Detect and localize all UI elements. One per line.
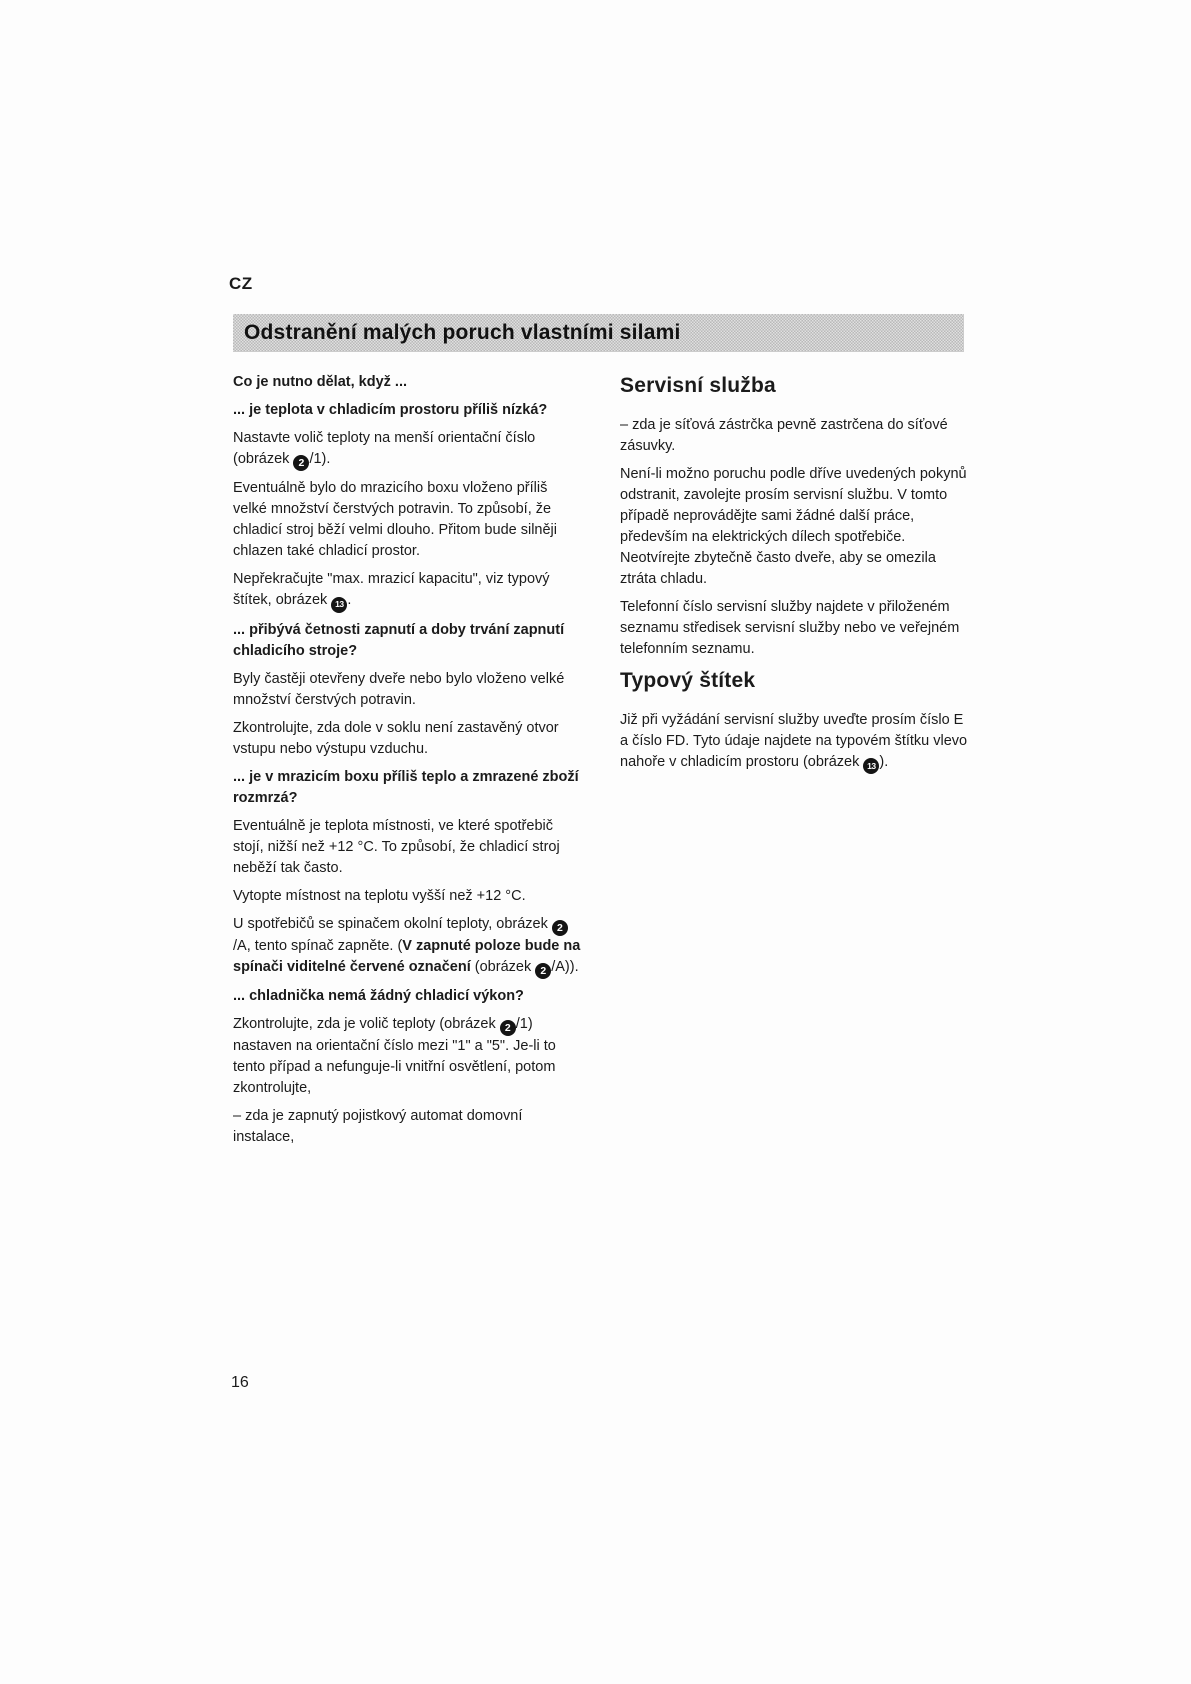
figure-2-badge-icon: 2 <box>293 455 309 471</box>
figure-13-badge-icon: 13 <box>331 597 347 613</box>
text-run: Eventuálně je teplota místnosti, ve které spotřebič stojí, nižší než +12 °C. To způsobí, že chladicí stroj neběží tak často. <box>233 817 560 876</box>
question-subheading <box>233 372 585 393</box>
body-paragraph <box>233 428 585 471</box>
text-run: /1) nastaven na orientační číslo mezi "1" a "5". Je-li to tento případ a nefunguje-li vnitřní osvětlení, potom zkontrolujte, <box>233 1016 556 1097</box>
text-run: Eventuálně bylo do mrazicího boxu vloženo příliš velké množství čerstvých potravin. To způsobí, že chladicí stroj běží velmi dlouho. Přitom bude silněji chlazen také chladicí prostor. <box>233 480 557 560</box>
language-code-label: CZ <box>229 274 253 293</box>
text-run: – zda je síťová zástrčka pevně zastrčena do síťové zásuvky. <box>620 417 948 454</box>
body-paragraph <box>233 816 585 879</box>
text-run: /A, tento spínač zapněte. ( <box>233 937 403 954</box>
text-run: Zkontrolujte, zda dole v soklu není zastavěný otvor vstupu nebo výstupu vzduchu. <box>233 719 559 757</box>
text-run: Vytopte místnost na teplotu vyšší než +12 °C. <box>233 887 526 904</box>
text-run: Není-li možno poruchu podle dříve uvedených pokynů odstranit, zavolejte prosím servisní službu. V tomto případě neprovádějte sami žádné další práce, především na elektrických dílech spotřebiče. Neotvírejte zbytečně často dveře, aby se omezila ztráta chladu. <box>620 466 967 587</box>
body-paragraph <box>233 569 585 612</box>
text-run: Zkontrolujte, zda je volič teploty (obrázek <box>233 1016 500 1032</box>
right-text-column <box>620 372 974 781</box>
body-paragraph <box>233 914 585 980</box>
body-paragraph <box>620 464 974 590</box>
section-title-banner <box>233 314 964 352</box>
body-paragraph <box>620 415 974 457</box>
section-heading <box>620 667 974 695</box>
figure-2-badge-icon: 2 <box>535 963 551 979</box>
text-run: ... chladnička nemá žádný chladicí výkon? <box>233 988 524 1004</box>
emphasized-text: V zapnuté poloze bude na spínači viditelné červené označení <box>233 937 581 975</box>
section-title: Odstranění malých poruch vlastními silami <box>244 321 681 344</box>
body-paragraph <box>233 1106 585 1148</box>
text-run: /1). <box>309 451 331 467</box>
text-run: Typový štítek <box>620 669 756 692</box>
body-paragraph <box>233 718 585 760</box>
text-run: Nastavte volič teploty na menší orientační číslo (obrázek <box>233 430 536 467</box>
figure-13-badge-icon: 13 <box>863 758 879 774</box>
section-heading <box>620 372 974 400</box>
body-paragraph <box>233 886 585 907</box>
figure-2-badge-icon: 2 <box>500 1020 516 1036</box>
body-paragraph <box>233 478 585 562</box>
text-run: U spotřebičů se spinačem okolní teploty, obrázek <box>233 915 552 932</box>
text-run: ... je v mrazicím boxu příliš teplo a zmrazené zboží rozmrzá? <box>233 768 579 806</box>
text-run: Byly častěji otevřeny dveře nebo bylo vloženo velké množství čerstvých potravin. <box>233 670 565 708</box>
body-paragraph <box>620 710 974 774</box>
question-subheading <box>233 986 585 1007</box>
text-run: (obrázek <box>470 958 536 975</box>
body-paragraph <box>233 1014 585 1099</box>
text-run: Servisní služba <box>620 374 776 397</box>
text-run: ). <box>879 754 889 770</box>
page-number: 16 <box>231 1374 249 1391</box>
text-run: . <box>347 592 352 609</box>
text-run: ... je teplota v chladicím prostoru příliš nízká? <box>233 402 548 418</box>
figure-2-badge-icon: 2 <box>552 920 568 936</box>
text-run: Co je nutno dělat, když ... <box>233 374 408 390</box>
question-subheading <box>233 400 585 421</box>
text-run: – zda je zapnutý pojistkový automat domovní instalace, <box>233 1108 523 1146</box>
question-subheading <box>233 620 585 662</box>
body-paragraph <box>620 597 974 660</box>
text-run: Telefonní číslo servisní služby najdete v přiloženém seznamu středisek servisní služby nebo ve veřejném telefonním seznamu. <box>620 599 960 657</box>
text-run: /A)). <box>551 958 579 975</box>
text-run: Již při vyžádání servisní služby uveďte prosím číslo E a číslo FD. Tyto údaje najdete na typovém štítku vlevo nahoře v chladicím prostoru (obrázek <box>620 712 968 770</box>
text-run: Nepřekračujte "max. mrazicí kapacitu", viz typový štítek, obrázek <box>233 571 550 609</box>
text-run: ... přibývá četnosti zapnutí a doby trvání zapnutí chladicího stroje? <box>233 621 565 659</box>
question-subheading <box>233 767 585 809</box>
body-paragraph <box>233 669 585 711</box>
left-text-column <box>233 372 585 1155</box>
